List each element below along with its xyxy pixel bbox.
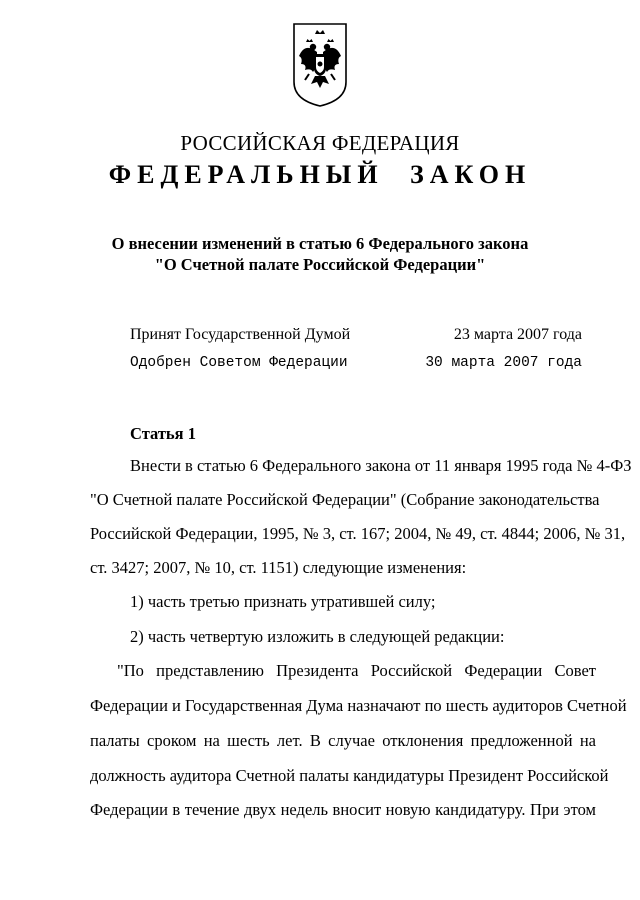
article-line: Внести в статью 6 Федерального закона от 11 января 1995 года № 4-ФЗ	[130, 456, 632, 475]
article-list-item: 2) часть четвертую изложить в следующей редакции:	[130, 627, 505, 646]
article-line: "По представлению Президента Российской Федерации Совет	[117, 661, 596, 680]
country-heading: РОССИЙСКАЯ ФЕДЕРАЦИЯ	[180, 131, 460, 155]
adopted-by-duma-label: Принят Государственной Думой	[130, 326, 351, 343]
article-line: ст. 3427; 2007, № 10, ст. 1151) следующие изменения:	[90, 558, 467, 577]
approved-by-council-label: Одобрен Советом Федерации	[130, 355, 348, 371]
article-list-item: 1) часть третью признать утратившей силу;	[130, 592, 436, 611]
adopted-by-duma-date: 23 марта 2007 года	[453, 326, 582, 343]
document-type-title: ФЕДЕРАЛЬНЫЙ ЗАКОН	[108, 160, 532, 189]
article-line: должность аудитора Счетной палаты кандидатуры Президент Российской	[90, 766, 609, 785]
state-emblem-icon	[291, 22, 349, 108]
article-line: палаты сроком на шесть лет. В случае отклонения предложенной на	[90, 731, 596, 750]
article-line: Федерации и Государственная Дума назначают по шесть аудиторов Счетной	[90, 696, 627, 715]
approved-by-council-date: 30 марта 2007 года	[425, 355, 582, 371]
article-line: "О Счетной палате Российской Федерации" (Собрание законодательства	[90, 490, 600, 509]
law-subject-line-2: "О Счетной палате Российской Федерации"	[154, 255, 486, 274]
law-subject-line-1: О внесении изменений в статью 6 Федерального закона	[111, 234, 529, 253]
article-line: Российской Федерации, 1995, № 3, ст. 167; 2004, № 49, ст. 4844; 2006, № 31,	[90, 524, 626, 543]
article-line: Федерации в течение двух недель вносит новую кандидатуру. При этом	[90, 800, 596, 819]
article-title: Статья 1	[130, 424, 196, 443]
